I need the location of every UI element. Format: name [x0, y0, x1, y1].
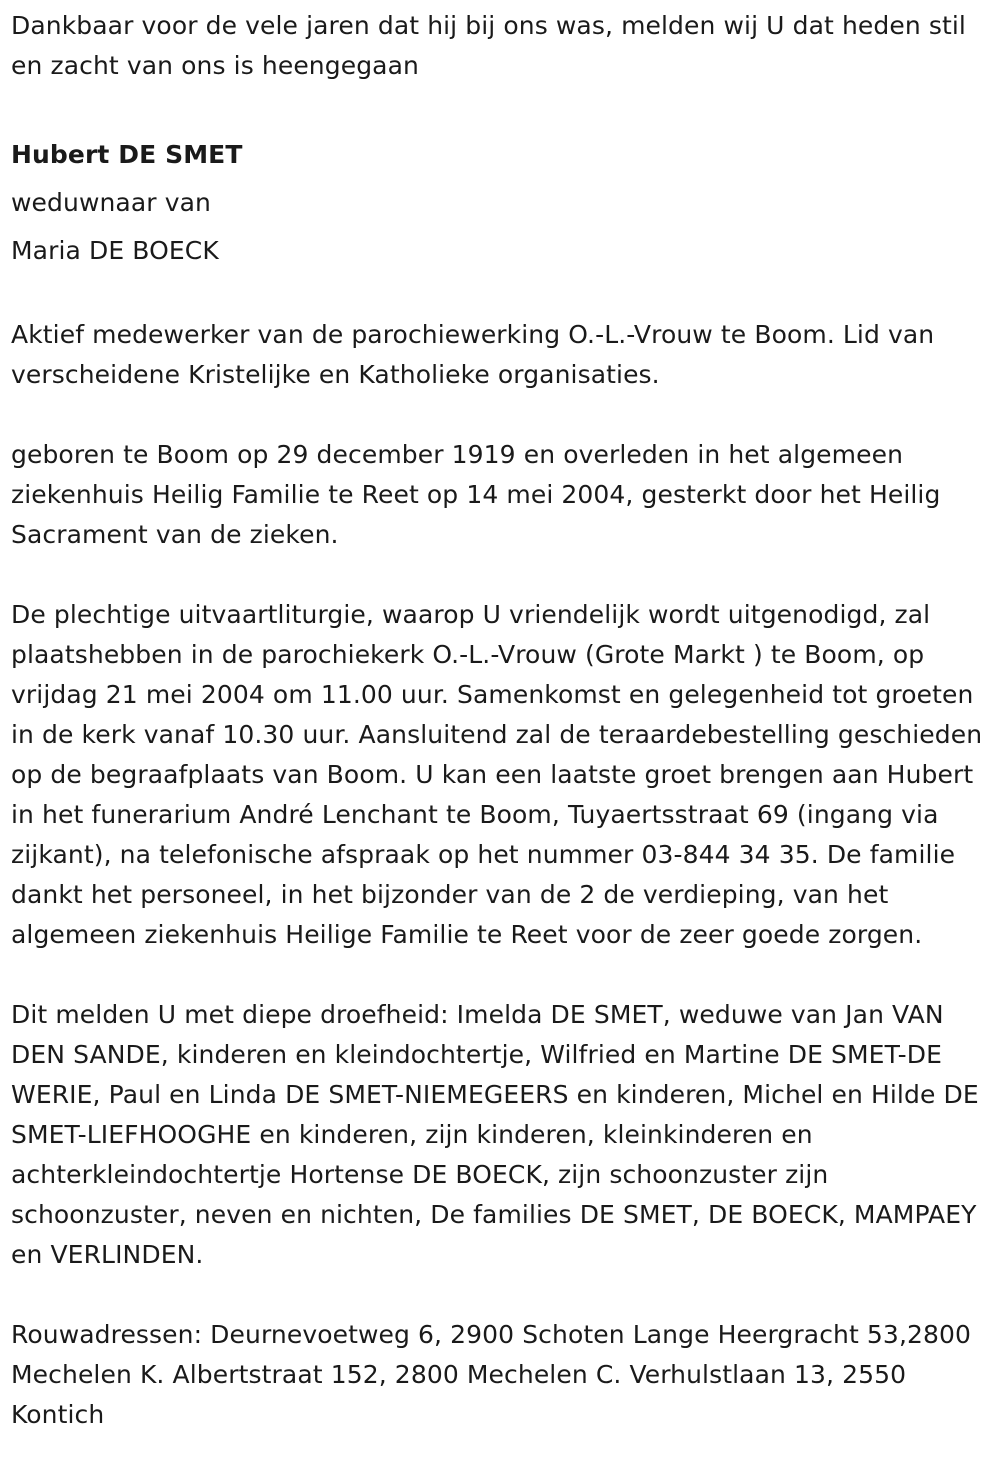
- activities-paragraph: Aktief medewerker van de parochiewerking O.-L.-Vrouw te Boom. Lid van verscheidene Kristelijke en Katholieke organisaties.: [11, 320, 935, 389]
- intro-paragraph: Dankbaar voor de vele jaren dat hij bij ons was, melden wij U dat heden stil en zacht van ons is heengegaan: [11, 11, 966, 80]
- funeral-paragraph: De plechtige uitvaartliturgie, waarop U vriendelijk wordt uitgenodigd, zal plaatshebben in de parochiekerk O.-L.-Vrouw (Grote Markt ) te Boom, op vrijdag 21 mei 2004 om 11.00 uur. Samenkomst en gelegenheid tot groeten in de kerk vanaf 10.30 uur. Aansluitend zal de teraardebestelling geschieden op de begraafplaats van Boom. U kan een laatste groet brengen aan Hubert in het funerarium André Lenchant te Boom, Tuyaertsstraat 69 (ingang via zijkant), na telefonische afspraak op het nummer 03-844 34 35. De familie dankt het personeel, in het bijzonder van de 2 de verdieping, van het algemeen ziekenhuis Heilige Familie te Reet voor de zeer goede zorgen.: [11, 600, 983, 949]
- deceased-name: Hubert DE SMET: [11, 140, 243, 169]
- relation-label: weduwnaar van: [11, 188, 211, 217]
- birth-death-paragraph: geboren te Boom op 29 december 1919 en overleden in het algemeen ziekenhuis Heilig Familie te Reet op 14 mei 2004, gesterkt door het Heilig Sacrament van de zieken.: [11, 440, 941, 549]
- spouse-name: Maria DE BOECK: [11, 236, 219, 265]
- addresses-paragraph: Rouwadressen: Deurnevoetweg 6, 2900 Schoten Lange Heergracht 53,2800 Mechelen K. Albertstraat 152, 2800 Mechelen C. Verhulstlaan 13, 2550 Kontich: [11, 1320, 972, 1429]
- family-paragraph: Dit melden U met diepe droefheid: Imelda DE SMET, weduwe van Jan VAN DEN SANDE, kinderen en kleindochtertje, Wilfried en Martine DE SMET-DE WERIE, Paul en Linda DE SMET-NIEMEGEERS en kinderen, Michel en Hilde DE SMET-LIEFHOOGHE en kinderen, zijn kinderen, kleinkinderen en achterkleindochtertje Hortense DE BOECK, zijn schoonzuster zijn schoonzuster, neven en nichten, De families DE SMET, DE BOECK, MAMPAEY en VERLINDEN.: [11, 1000, 979, 1269]
